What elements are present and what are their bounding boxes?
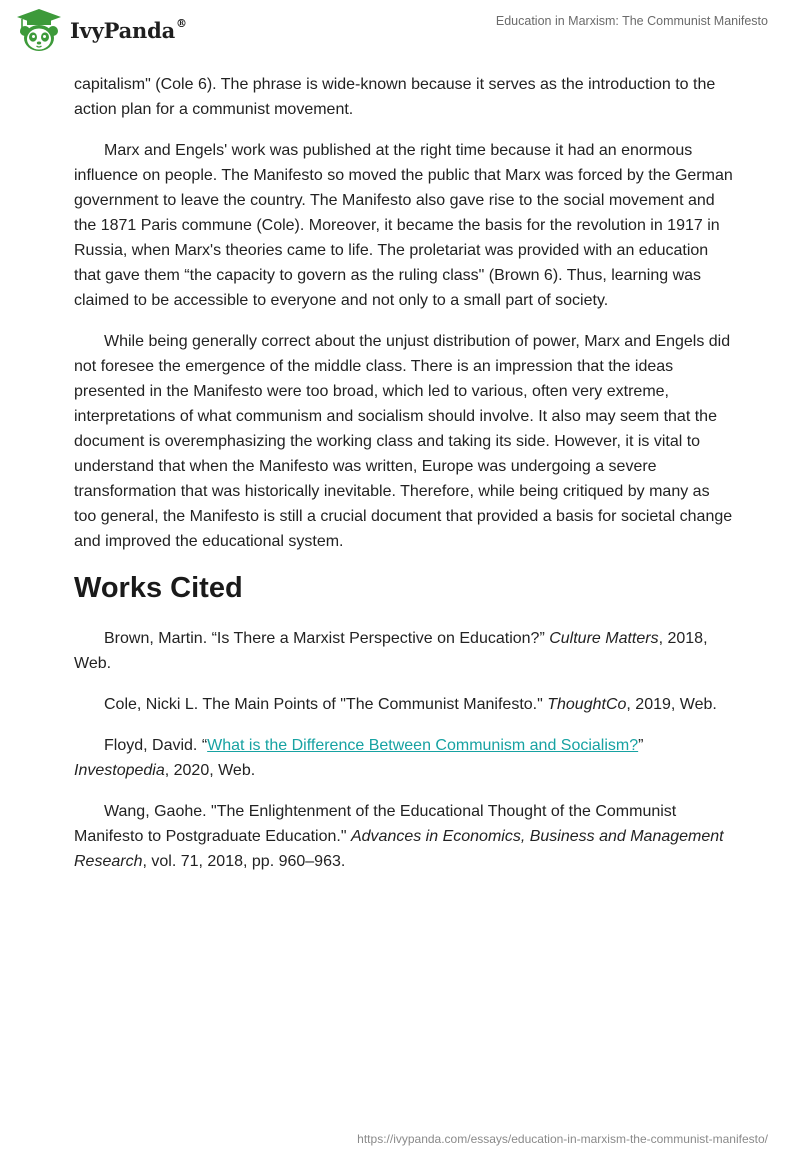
brand-name: IvyPanda® <box>70 16 187 43</box>
citation-source: Culture Matters <box>549 630 659 647</box>
works-cited-heading: Works Cited <box>74 572 243 604</box>
citation-details: , 2019, Web. <box>626 696 717 713</box>
citation-link-quote: ” <box>638 737 644 754</box>
citation-text: Floyd, David. “ <box>104 737 208 754</box>
paragraph-continued: capitalism" (Cole 6). The phrase is wide-known because it serves as the introduction to the action plan for a communist movement. <box>74 76 716 118</box>
citation-entry <box>74 799 734 874</box>
citation-source: Advances in Economics, Business and Management Research <box>74 828 724 870</box>
page-header <box>0 0 800 60</box>
citation-details: , 2020, Web. <box>164 762 256 779</box>
citation-details: , 2018, Web. <box>74 630 708 672</box>
essay-content <box>74 72 734 890</box>
citation-details: , vol. 71, 2018, pp. 960–963. <box>142 853 346 870</box>
citation-text: Cole, Nicki L. The Main Points of "The Communist Manifesto." <box>104 696 548 713</box>
citation-text: Wang, Gaohe. "The Enlightenment of the Educational Thought of the Communist Manifesto to Postgraduate Education." <box>74 803 677 845</box>
brand-logo[interactable] <box>14 7 187 53</box>
citation-entry <box>74 733 734 783</box>
paragraph: Marx and Engels' work was published at the right time because it had an enormous influence on people. The Manifesto so moved the public that Marx was forced by the German government to leave the country. The Manifesto also gave rise to the social movement and the 1871 Paris commune (Cole). Moreover, it became the basis for the revolution in 1917 in Russia, when Marx's theories came to life. The proletariat was provided with an education that gave them “the capacity to govern as the ruling class" (Brown 6). Thus, learning was claimed to be accessible to everyone and not only to a small part of society. <box>74 142 733 309</box>
citation-entry <box>74 692 734 717</box>
panda-graduate-logo-icon <box>14 7 64 53</box>
footer-url[interactable]: https://ivypanda.com/essays/education-in-marxism-the-communist-manifesto/ <box>357 1132 768 1146</box>
citation-link[interactable]: What is the Difference Between Communism and Socialism? <box>207 737 639 754</box>
paragraph: While being generally correct about the unjust distribution of power, Marx and Engels did not foresee the emergence of the middle class. There is an impression that the ideas presented in the Manifesto were too broad, which led to various, often very extreme, interpretations of what communism and socialism should involve. It also may seem that the document is overemphasizing the working class and taking its side. However, it is vital to understand that when the Manifesto was written, Europe was undergoing a severe transformation that was historically inevitable. Therefore, while being critiqued by many as too general, the Manifesto is still a crucial document that provided a basis for societal change and improved the educational system. <box>74 333 733 550</box>
citation-source: Investopedia <box>74 762 165 779</box>
citation-text: Brown, Martin. “Is There a Marxist Perspective on Education?” <box>104 630 550 647</box>
citation-source: ThoughtCo <box>547 696 627 713</box>
citation-entry <box>74 626 734 676</box>
document-title: Education in Marxism: The Communist Manifesto <box>495 14 768 28</box>
